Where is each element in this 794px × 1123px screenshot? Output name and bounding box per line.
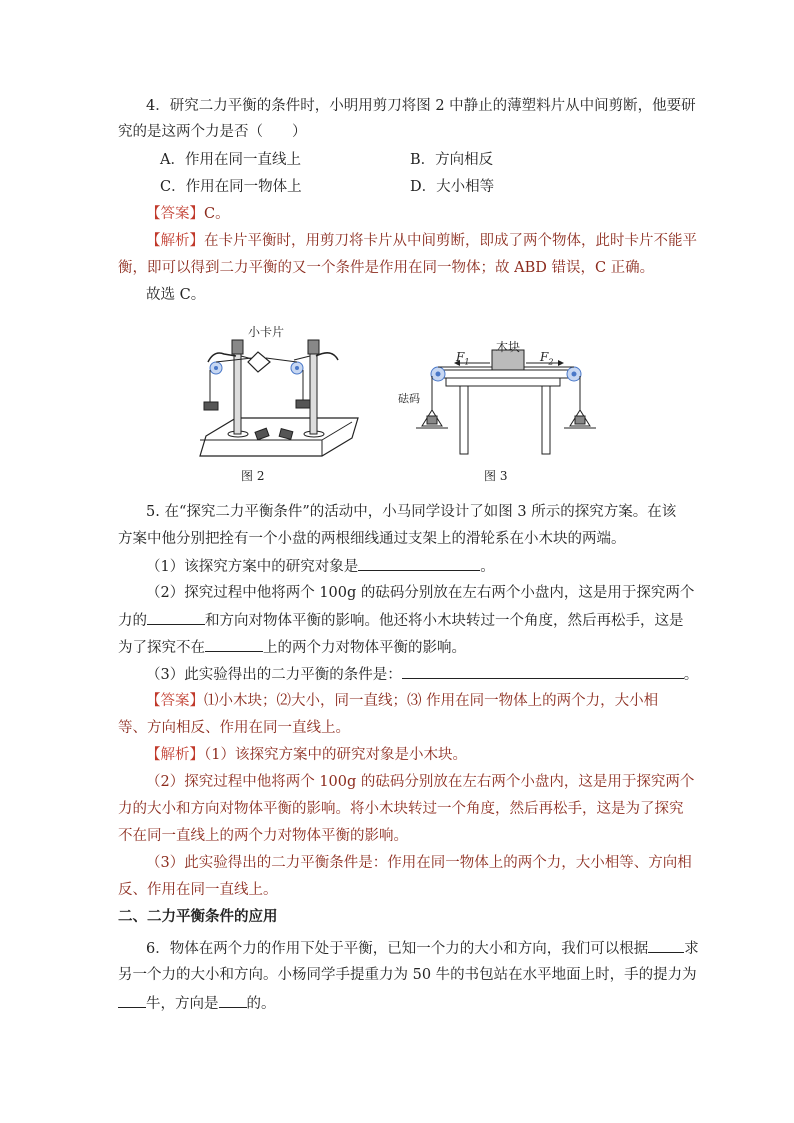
q5-sub1-blank[interactable] [358, 556, 480, 571]
fig3-caption: 图 3 [484, 469, 508, 483]
q6-blank3[interactable] [219, 993, 247, 1008]
fig2-left-pole [234, 344, 241, 434]
q4-answer [146, 204, 230, 224]
q5-answer-line2: 等、方向相反、作用在同一直线上。 [118, 720, 350, 736]
q5-analysis3-line2: 反、作用在同一直线上。 [118, 882, 278, 898]
answer-tag: 【答案】 [146, 206, 204, 222]
q4-analysis-line2: 衡，即可以得到二力平衡的又一个条件是作用在同一物体；故 ABD 错误，C 正确。 [118, 260, 655, 276]
analysis-tag: 【解析】 [146, 233, 204, 249]
answer-tag: 【答案】 [146, 693, 204, 709]
q4-option-c: C．作用在同一物体上 [160, 179, 302, 195]
q5-sub1: （1）该探究方案中的研究对象是 。 [146, 556, 495, 577]
q6-line2: 另一个力的大小和方向。小杨同学手提重力为 50 牛的书包站在水平地面上时，手的提力为 [118, 967, 697, 983]
fig2-left-weight [204, 402, 218, 410]
fig3-weight-label: 砝码 [398, 392, 420, 405]
section-heading: 二、二力平衡条件的应用 [118, 909, 278, 925]
q6-blank1[interactable] [648, 938, 684, 953]
q5-sub2-blank1[interactable] [147, 610, 205, 625]
fig3-f1-label: $F_1$ [456, 350, 470, 367]
fig2-card-label: 小卡片 [248, 325, 285, 339]
q4-stem-line2: 究的是这两个力是否（ ） [118, 124, 307, 140]
q4-conclusion: 故选 C。 [146, 287, 206, 303]
q5-stem-line1: 5. 在“探究二力平衡条件”的活动中，小马同学设计了如图 3 所示的探究方案。在该 [146, 504, 677, 520]
fig3-table-leg-left [460, 386, 468, 454]
answer-text: C。 [204, 206, 230, 222]
q5-answer-line1: 【答案】⑴小木块；⑵大小，同一直线；⑶ 作用在同一物体上的两个力，大小相 [146, 693, 659, 709]
q5-sub2-line2: 力的 和方向对物体平衡的影响。他还将小木块转过一个角度，然后再松手，这是 [118, 610, 684, 631]
fig3-f2-label: $F_2$ [540, 350, 554, 367]
q5-analysis1: 【解析】（1）该探究方案中的研究对象是小木块。 [146, 747, 467, 763]
q4-option-a: A．作用在同一直线上 [160, 152, 301, 168]
analysis-tag: 【解析】 [146, 747, 204, 763]
q6-blank2[interactable] [118, 993, 146, 1008]
q4-analysis-line1 [146, 231, 697, 251]
q4-option-b: B．方向相反 [410, 152, 494, 168]
fig2-right-weight [296, 400, 310, 408]
fig3-block-label: 木块 [496, 340, 521, 354]
q5-sub2-line3: 为了探究不在 上的两个力对物体平衡的影响。 [118, 637, 466, 658]
q5-analysis2-line2: 力的大小和方向对物体平衡的影响。将小木块转过一个角度，然后再松手，这是为了探究 [118, 801, 684, 817]
q5-sub2-line1: （2）探究过程中他将两个 100g 的砝码分别放在左右两个小盘内，这是用于探究两个 [146, 585, 695, 601]
q5-analysis2-line3: 不在同一直线上的两个力对物体平衡的影响。 [118, 828, 408, 844]
fig3-table-top [434, 370, 572, 378]
q5-sub3: （3）此实验得出的二力平衡的条件是： 。 [146, 664, 698, 685]
q5-sub2-blank2[interactable] [205, 637, 263, 652]
fig2-caption: 图 2 [241, 469, 265, 483]
q4-stem-line1: 4．研究二力平衡的条件时，小明用剪刀将图 2 中静止的薄塑料片从中间剪断，他要研 [146, 98, 696, 114]
q5-analysis3-line1: （3）此实验得出的二力平衡条件是：作用在同一物体上的两个力，大小相等、方向相 [146, 855, 692, 871]
q6-line3: 牛，方向是 的。 [118, 993, 276, 1014]
q5-stem-line2: 方案中他分别把拴有一个小盘的两根细线通过支架上的滑轮系在小木块的两端。 [118, 531, 626, 547]
fig2-base [200, 418, 358, 456]
q4-option-d: D．大小相等 [410, 179, 495, 195]
analysis-text: 在卡片平衡时，用剪刀将卡片从中间剪断，即成了两个物体，此时卡片不能平 [204, 233, 697, 249]
q5-sub3-blank[interactable] [402, 664, 684, 679]
q6-line1: 6．物体在两个力的作用下处于平衡，已知一个力的大小和方向，我们可以根据 求 [146, 938, 699, 959]
fig2-card [248, 352, 270, 372]
q5-analysis2-line1: （2）探究过程中他将两个 100g 的砝码分别放在左右两个小盘内，这是用于探究两个 [146, 774, 695, 790]
figure-2 [196, 336, 362, 462]
fig3-table-leg-right [542, 386, 550, 454]
fig2-right-pole [310, 344, 317, 434]
